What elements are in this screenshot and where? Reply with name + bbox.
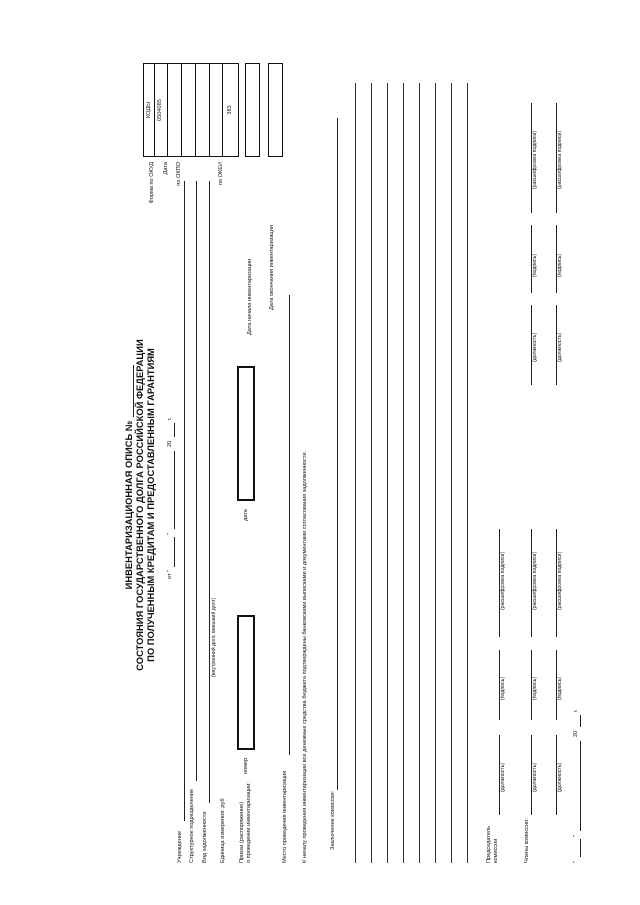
footer-date-quote-open: ": [573, 861, 579, 863]
debt-type-label: Вид задолженности: [202, 811, 208, 863]
institution-line[interactable]: [184, 181, 185, 821]
date-year-line: [174, 423, 175, 437]
okud-label: Форма по ОКУД: [149, 162, 155, 204]
codes-table: [143, 63, 239, 157]
order-date-label: дата: [243, 509, 249, 521]
division-label: Структурное подразделение: [189, 788, 195, 863]
conclusion-ruled-line[interactable]: [387, 83, 388, 863]
order-date-input[interactable]: [237, 366, 255, 501]
order-number-input[interactable]: [237, 615, 255, 750]
order-label-line-2: о проведении инвентаризации:: [246, 782, 252, 863]
chairman-position-caption: (должность): [500, 762, 506, 792]
conclusion-ruled-line[interactable]: [435, 83, 436, 863]
member-3-decoding-caption: (расшифровка подписи): [532, 130, 538, 189]
unit-label: Единица измерения: руб: [220, 798, 226, 863]
okud-value: 0504085: [157, 99, 163, 121]
start-date-code-box[interactable]: [245, 63, 260, 157]
member-2-decoding-caption: (расшифровка подписи): [557, 551, 563, 610]
document-title-line-3: ПО ПОЛУЧЕННЫМ КРЕДИТАМ И ПРЕДОСТАВЛЕННЫМ ГАРАНТИЯМ: [145, 348, 156, 662]
document-title: ИНВЕНТАРИЗАЦИОННАЯ ОПИСЬ №: [123, 420, 134, 590]
okpo-label: по ОКПО: [176, 162, 182, 186]
chairman-decoding-caption: (расшифровка подписи): [500, 551, 506, 610]
member-3-position-caption: (должность): [532, 332, 538, 362]
conclusion-ruled-line[interactable]: [451, 83, 452, 863]
chairman-signature-caption: (подпись): [500, 676, 506, 700]
footer-date-suffix: г.: [573, 709, 579, 712]
start-date-label: Дата начала инвентаризации: [247, 258, 253, 335]
date-day-line: [174, 537, 175, 567]
footer-date-quote-close: ": [573, 835, 579, 837]
order-label-line-1: Приказ (распоряжение): [239, 801, 245, 863]
institution-label: Учреждение: [177, 830, 183, 863]
member-1-signature-caption: (подпись): [532, 676, 538, 700]
chairman-label-line-2: комиссии: [493, 838, 499, 863]
member-3-signature-caption: (подпись): [532, 253, 538, 277]
member-1-decoding-caption: (расшифровка подписи): [532, 551, 538, 610]
conclusion-line[interactable]: [337, 118, 338, 790]
place-line[interactable]: [289, 295, 290, 755]
document-title-line-2: СОСТОЯНИЯ ГОСУДАРСТВЕННОГО ДОЛГА РОССИЙСКОЙ ФЕДЕРАЦИИ: [134, 339, 145, 671]
footer-date-day-line[interactable]: [580, 839, 581, 857]
date-prefix: от ": [167, 569, 173, 579]
codes-header: КОДЫ: [146, 101, 152, 119]
date-code-label: Дата: [163, 162, 169, 175]
member-2-signature-caption: (подпись): [557, 676, 563, 700]
debt-type-hint: (внутренний долг, внешний долг): [211, 597, 217, 677]
conclusion-ruled-line[interactable]: [419, 83, 420, 863]
statement-text: К началу проведения инвентаризации все денежные средства бюджета подтверждены банковскими выписками и документами согласования задолженности.: [302, 450, 308, 863]
date-month-line: [174, 451, 175, 529]
debt-type-line[interactable]: [209, 181, 210, 803]
member-4-position-caption: (должность): [557, 332, 563, 362]
members-label: Члены комиссии:: [524, 818, 530, 863]
conclusion-label: Заключение комиссии:: [330, 790, 336, 850]
conclusion-ruled-line[interactable]: [371, 83, 372, 863]
conclusion-ruled-line[interactable]: [403, 83, 404, 863]
end-date-label: Дата окончания инвентаризации: [269, 225, 275, 310]
date-year-prefix: 20: [167, 440, 173, 447]
end-date-code-box[interactable]: [268, 63, 283, 157]
okei-value: 383: [227, 105, 233, 115]
footer-date-year: 20: [573, 730, 579, 737]
date-quote: ": [167, 533, 173, 535]
chairman-label-line-1: Председатель: [486, 825, 492, 863]
footer-date-month-line[interactable]: [580, 741, 581, 831]
division-line[interactable]: [196, 181, 197, 781]
member-2-position-caption: (должность): [557, 762, 563, 792]
place-label: Место проведения инвентаризации: [282, 770, 288, 863]
conclusion-ruled-line[interactable]: [467, 83, 468, 863]
okei-label: по ОКЕИ: [218, 162, 224, 186]
order-number-label: номер: [243, 757, 249, 774]
member-1-position-caption: (должность): [532, 762, 538, 792]
conclusion-ruled-line[interactable]: [355, 83, 356, 863]
date-suffix: г.: [167, 417, 173, 420]
member-4-decoding-caption: (расшифровка подписи): [557, 130, 563, 189]
member-4-signature-caption: (подпись): [557, 253, 563, 277]
footer-date-year-line[interactable]: [580, 715, 581, 727]
